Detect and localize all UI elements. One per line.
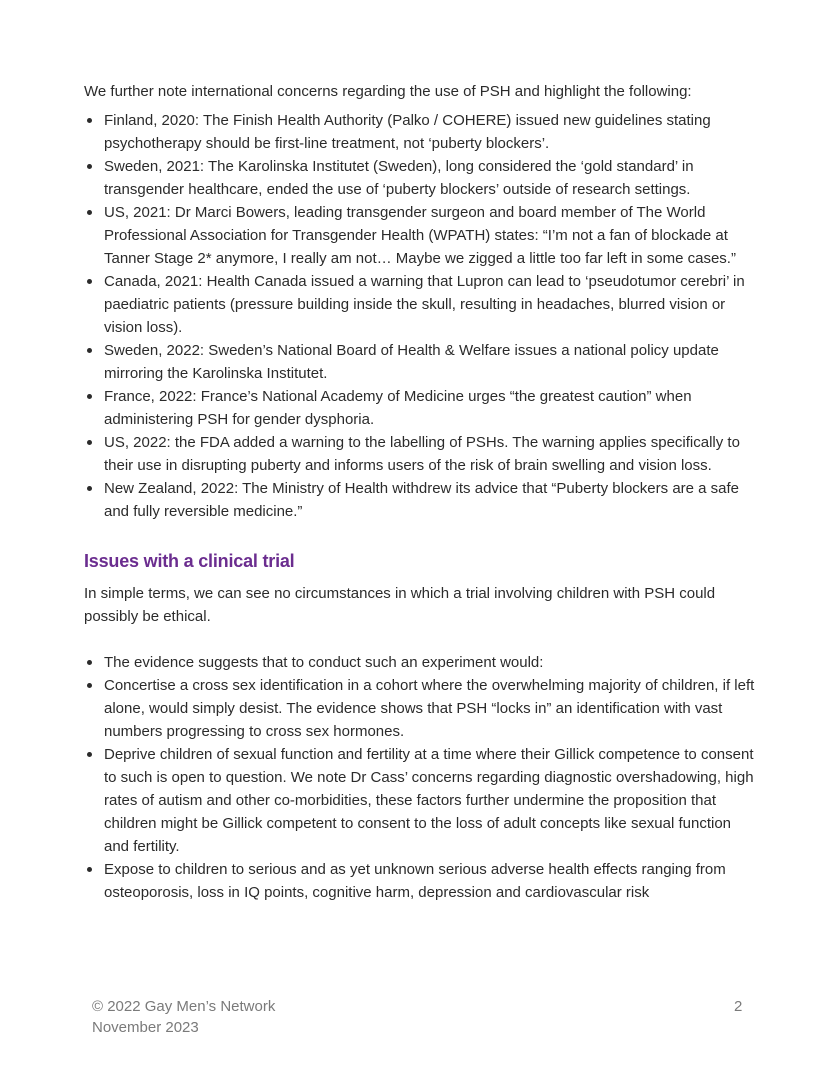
list-item: US, 2022: the FDA added a warning to the labelling of PSHs. The warning applies specifically to their use in disrupting puberty and informs users of the risk of brain swelling and vision loss. — [84, 431, 756, 477]
list-item: Finland, 2020: The Finish Health Authority (Palko / COHERE) issued new guidelines stating psychotherapy should be first-line treatment, not ‘puberty blockers’. — [84, 109, 756, 155]
list-item: Deprive children of sexual function and fertility at a time where their Gillick competence to consent to such is open to question. We note Dr Cass’ concerns regarding diagnostic overshadowing, high rates of autism and other co-morbidities, these factors further undermine the proposition that children might be Gillick competent to consent to the loss of adult concepts like sexual function and fertility. — [84, 743, 756, 858]
list-item: New Zealand, 2022: The Ministry of Health withdrew its advice that “Puberty blockers are a safe and fully reversible medicine.” — [84, 477, 756, 523]
section-paragraph: In simple terms, we can see no circumstances in which a trial involving children with PSH could possibly be ethical. — [84, 585, 716, 625]
page-number: 2 — [734, 998, 743, 1015]
list-item: Canada, 2021: Health Canada issued a warning that Lupron can lead to ‘pseudotumor cerebri’ in paediatric patients (pressure building inside the skull, resulting in headaches, blurred vision or vision loss). — [84, 270, 756, 339]
footer-copyright: © 2022 Gay Men’s Network — [92, 998, 276, 1015]
list-item: France, 2022: France’s National Academy of Medicine urges “the greatest caution” when administering PSH for gender dysphoria. — [84, 385, 756, 431]
clinical-trial-issues-list — [84, 651, 756, 904]
list-item: Sweden, 2022: Sweden’s National Board of Health & Welfare issues a national policy update mirroring the Karolinska Institutet. — [84, 339, 756, 385]
list-item: Concertise a cross sex identification in a cohort where the overwhelming majority of children, if left alone, would simply desist. The evidence shows that PSH “locks in” an identification with vast numbers progressing to cross sex hormones. — [84, 674, 756, 743]
footer-date: November 2023 — [92, 1019, 199, 1036]
section-heading: Issues with a clinical trial — [84, 551, 295, 571]
list-item: US, 2021: Dr Marci Bowers, leading transgender surgeon and board member of The World Professional Association for Transgender Health (WPATH) states: “I’m not a fan of blockade at Tanner Stage 2* anymore, I really am not… Maybe we zigged a little too far left in some cases.” — [84, 201, 756, 270]
list-item: Sweden, 2021: The Karolinska Institutet (Sweden), long considered the ‘gold standard’ in transgender healthcare, ended the use of ‘puberty blockers’ outside of research settings. — [84, 155, 756, 201]
page-footer — [92, 996, 275, 1038]
international-concerns-list — [84, 109, 756, 523]
intro-paragraph: We further note international concerns regarding the use of PSH and highlight the following: — [84, 83, 692, 100]
document-page — [84, 80, 756, 904]
list-item: Expose to children to serious and as yet unknown serious adverse health effects ranging from osteoporosis, loss in IQ points, cognitive harm, depression and cardiovascular risk — [84, 858, 756, 904]
list-item: The evidence suggests that to conduct such an experiment would: — [84, 651, 756, 674]
